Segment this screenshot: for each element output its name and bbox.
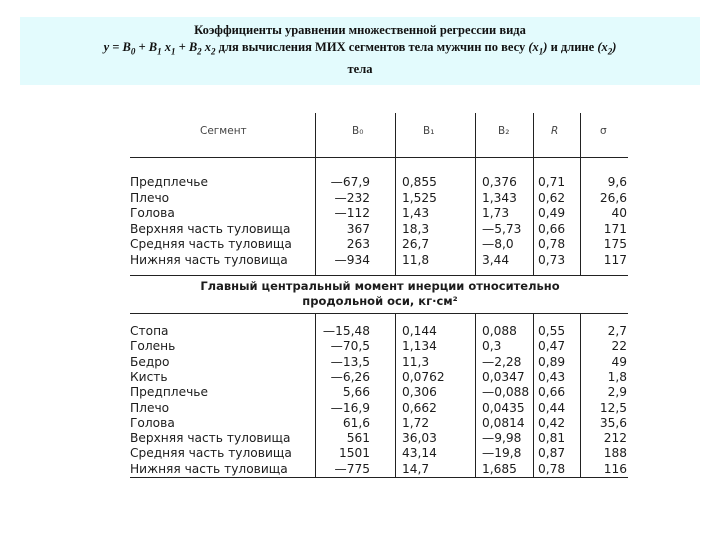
table-row (130, 401, 628, 415)
value-b1: 1,525 (402, 190, 437, 205)
segment-name: Кисть (130, 369, 168, 384)
table-row (130, 191, 628, 205)
value-r: 0,66 (538, 221, 566, 236)
equation: $y = B_0 + B_1$ $x_1 + B_2$ $x_2$ (103, 40, 216, 57)
value-b2: —2,28 (482, 354, 522, 369)
length-var: $(x_2)$ (597, 40, 617, 57)
value-b0: —16,9 (330, 400, 370, 415)
segment-name: Плечо (130, 400, 170, 415)
table-row (130, 416, 628, 430)
value-r: 0,42 (538, 415, 566, 430)
segment-name: Верхняя часть туловища (130, 431, 291, 446)
header-r: R (551, 125, 559, 137)
value-b0: —775 (334, 461, 370, 476)
value-b0: 263 (346, 237, 370, 252)
value-b2: 1,685 (482, 461, 517, 476)
value-b2: —19,8 (482, 446, 522, 461)
value-b0: —15,48 (322, 324, 370, 338)
value-r: 0,89 (538, 354, 566, 369)
regression-table (130, 113, 630, 478)
value-r: 0,47 (538, 339, 566, 354)
value-b0: 367 (346, 221, 370, 236)
value-b1: 36,03 (402, 431, 437, 446)
header-b1: B₁ (423, 125, 435, 137)
segment-name: Предплечье (130, 175, 208, 189)
value-b1: 18,3 (402, 221, 430, 236)
value-b0: 561 (346, 431, 370, 446)
header-sigma: σ (600, 125, 607, 137)
value-r: 0,66 (538, 385, 566, 400)
value-sigma: 116 (603, 461, 627, 476)
value-b0: 5,66 (342, 385, 370, 400)
value-r: 0,87 (538, 446, 566, 461)
table-row (130, 175, 628, 189)
value-b1: 0,306 (402, 385, 437, 400)
value-b1: 43,14 (402, 446, 437, 461)
value-b0: 1501 (338, 446, 370, 461)
section-rule-bottom (130, 313, 628, 314)
value-b1: 0,662 (402, 400, 437, 415)
value-b0: —934 (334, 253, 370, 267)
segment-name: Голова (130, 206, 175, 221)
value-sigma: 26,6 (599, 190, 627, 205)
value-b1: 0,855 (402, 175, 437, 189)
value-b2: —5,73 (482, 221, 522, 236)
value-b1: 14,7 (402, 461, 430, 476)
value-b0: —13,5 (330, 354, 370, 369)
value-b0: 61,6 (342, 415, 370, 430)
value-b1: 0,144 (402, 324, 437, 338)
header-rule (130, 157, 628, 158)
table-row (130, 355, 628, 369)
segment-name: Нижняя часть туловища (130, 253, 288, 267)
value-r: 0,49 (538, 206, 566, 221)
value-b1: 11,3 (402, 354, 430, 369)
value-sigma: 212 (603, 431, 627, 446)
table-row (130, 253, 628, 267)
value-b1: 0,0762 (402, 369, 445, 384)
value-b2: 0,0347 (482, 369, 525, 384)
value-b2: —0,088 (482, 385, 530, 400)
value-b2: 0,0435 (482, 400, 525, 415)
segment-name: Плечо (130, 190, 170, 205)
value-b0: —232 (334, 190, 370, 205)
value-b2: —9,98 (482, 431, 522, 446)
table-row (130, 370, 628, 384)
segment-name: Средняя часть туловища (130, 446, 292, 461)
segment-name: Стопа (130, 324, 169, 338)
title-line-1: Коэффициенты уравнении множественной регрессии вида (194, 23, 526, 37)
value-b1: 11,8 (402, 253, 430, 267)
segment-name: Голова (130, 415, 175, 430)
value-b0: —6,26 (330, 369, 370, 384)
table-row (130, 431, 628, 445)
segment-name: Нижняя часть туловища (130, 461, 288, 476)
value-sigma: 1,8 (607, 369, 627, 384)
value-b0: —112 (334, 206, 370, 221)
value-b0: —70,5 (330, 339, 370, 354)
value-b2: —8,0 (482, 237, 514, 252)
value-b1: 1,134 (402, 339, 437, 354)
value-r: 0,55 (538, 324, 566, 338)
value-sigma: 35,6 (599, 415, 627, 430)
value-b2: 0,088 (482, 324, 517, 338)
table-bottom-rule (130, 477, 628, 478)
value-sigma: 12,5 (599, 400, 627, 415)
title-line-3: тела (347, 61, 373, 76)
value-sigma: 117 (603, 253, 627, 267)
value-b2: 1,73 (482, 206, 510, 221)
table-row (130, 385, 628, 399)
table-row (130, 462, 628, 476)
value-b2: 0,0814 (482, 415, 525, 430)
table-row (130, 206, 628, 220)
section-rule-top (130, 275, 628, 276)
value-sigma: 188 (603, 446, 627, 461)
header-b2: B₂ (498, 125, 510, 137)
value-b2: 0,376 (482, 175, 517, 189)
value-sigma: 175 (603, 237, 627, 252)
header-b0: B₀ (352, 125, 364, 137)
value-r: 0,44 (538, 400, 566, 415)
section-subheading: Главный центральный момент инерции относительно продольной оси, кг·см² (200, 279, 560, 308)
value-sigma: 2,7 (607, 324, 627, 338)
table-row (130, 324, 628, 338)
table-row (130, 446, 628, 460)
value-sigma: 171 (603, 221, 627, 236)
value-r: 0,62 (538, 190, 566, 205)
value-r: 0,78 (538, 461, 566, 476)
value-sigma: 22 (611, 339, 627, 354)
value-b2: 3,44 (482, 253, 510, 267)
value-b2: 0,3 (482, 339, 502, 354)
value-b1: 1,72 (402, 415, 430, 430)
value-b2: 1,343 (482, 190, 517, 205)
segment-name: Бедро (130, 354, 170, 369)
segment-name: Верхняя часть туловища (130, 221, 291, 236)
weight-var: $(x_1)$ (528, 40, 548, 57)
segment-name: Предплечье (130, 385, 208, 400)
value-sigma: 40 (611, 206, 627, 221)
table-row (130, 222, 628, 236)
value-b1: 26,7 (402, 237, 430, 252)
segment-name: Голень (130, 339, 176, 354)
value-r: 0,71 (538, 175, 566, 189)
header-segment: Сегмент (200, 125, 247, 137)
value-r: 0,78 (538, 237, 566, 252)
title-banner (20, 17, 700, 85)
value-r: 0,43 (538, 369, 566, 384)
segment-name: Средняя часть туловища (130, 237, 292, 252)
value-sigma: 49 (611, 354, 627, 369)
title-line-2: $y = B_0 + B_1$ $x_1 + B_2$ $x_2$ для вычисления МИХ сегментов тела мужчин по весу $(x_1)$ и длине $(x_2)$ (103, 40, 617, 57)
value-b0: —67,9 (330, 175, 370, 189)
value-sigma: 9,6 (607, 175, 627, 189)
value-r: 0,81 (538, 431, 566, 446)
table-row (130, 237, 628, 251)
value-sigma: 2,9 (607, 385, 627, 400)
value-b1: 1,43 (402, 206, 430, 221)
value-r: 0,73 (538, 253, 566, 267)
table-row (130, 339, 628, 353)
